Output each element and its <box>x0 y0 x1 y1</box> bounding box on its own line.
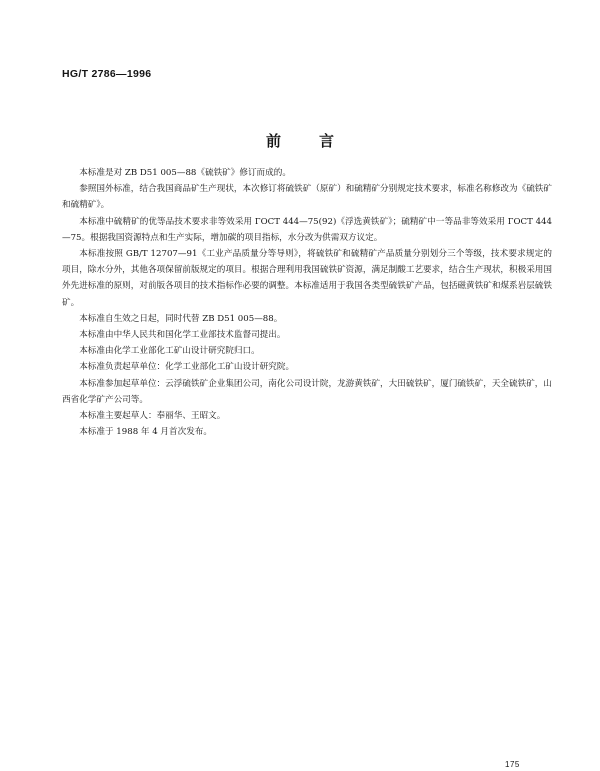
paragraph: 本标准负责起草单位：化学工业部化工矿山设计研究院。 <box>79 362 295 373</box>
paragraph: 本标准自生效之日起，同时代替 ZB D51 005—88。 <box>79 313 283 324</box>
paragraph: 本标准是对 ZB D51 005—88《硫铁矿》修订而成的。 <box>79 168 291 178</box>
paragraph: 本标准由化学工业部化工矿山设计研究院归口。 <box>79 346 260 357</box>
page-number: 175 <box>505 760 520 769</box>
standard-code: HG/T 2786—1996 <box>62 68 152 80</box>
paragraph: 本标准由中华人民共和国化学工业部技术监督司提出。 <box>79 330 286 341</box>
paragraph: 本标准按照 GB/T 12707—91《工业产品质量分等导则》，将硫铁矿和硫精矿产品质量分别划分三个等级，技术要求规定的项目，除水分外，其他各项保留前版规定的项目。根据合理利用我国硫铁矿资源，满足制酸工艺要求，结合生产现状，积极采用国外先进标准的原则，对前版各项目的技术指标作必要的调整。本标准适用于我国各类型硫铁矿产品，包括磁黄铁矿和煤系岩层硫铁矿。 <box>62 249 552 308</box>
paragraph: 本标准参加起草单位：云浮硫铁矿企业集团公司，南化公司设计院，龙游黄铁矿，大田硫铁矿，厦门硫铁矿，天全硫铁矿，山西省化学矿产公司等。 <box>62 378 552 405</box>
paragraph: 本标准主要起草人：奉丽华、王昭文。 <box>79 411 226 422</box>
foreword-body <box>62 165 552 440</box>
page-title: 前言 <box>265 132 372 150</box>
paragraph: 本标准中硫精矿的优等品技术要求非等效采用 ГОСТ 444—75(92)《浮选黄铁矿》；硫精矿中一等品非等效采用 ГОСТ 444—75。根据我国资源特点和生产实际，增加碳的项目指标，水分改为供需双方议定。 <box>62 216 552 243</box>
paragraph: 参照国外标准，结合我国商品矿生产现状，本次修订将硫铁矿（原矿）和硫精矿分别规定技术要求，标准名称修改为《硫铁矿和硫精矿》。 <box>62 184 552 211</box>
paragraph: 本标准于 1988 年 4 月首次发布。 <box>79 427 212 438</box>
